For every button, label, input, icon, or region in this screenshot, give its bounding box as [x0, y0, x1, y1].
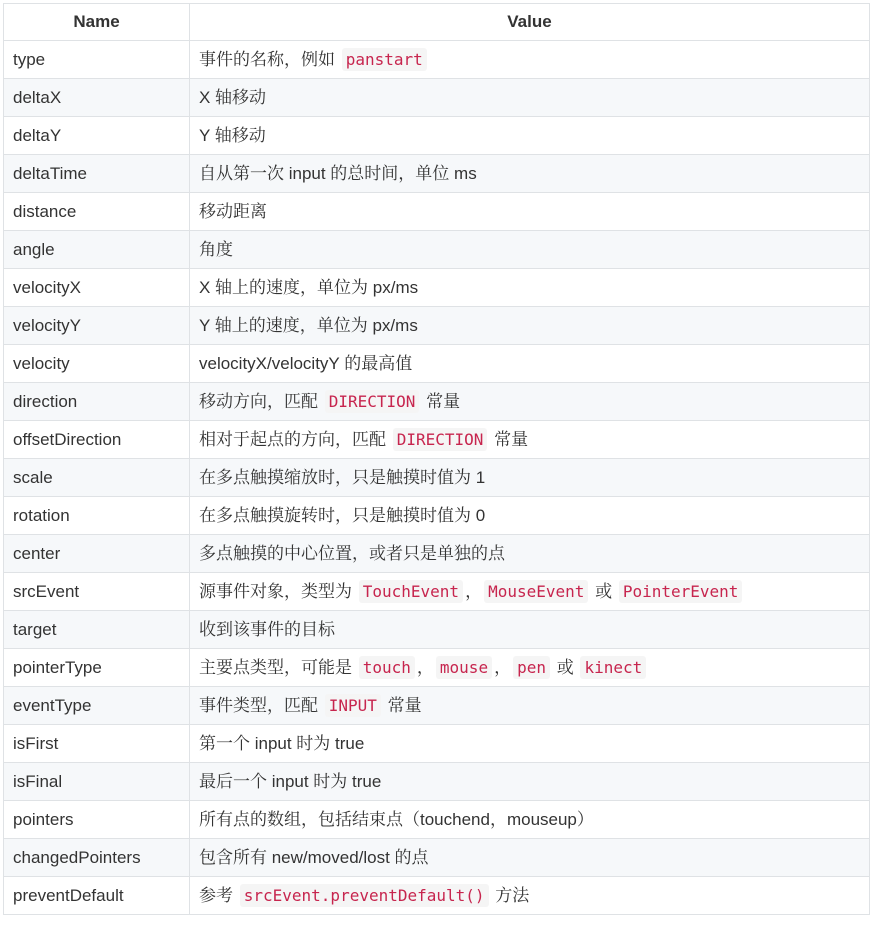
- event-properties-table: [3, 3, 870, 915]
- value-text: 包含所有 new/moved/lost 的点: [199, 847, 429, 867]
- value-text: 或: [590, 581, 617, 601]
- property-name-cell: center: [4, 535, 190, 573]
- value-text: velocityX/velocityY 的最高值: [199, 353, 413, 373]
- table-header-row: [4, 4, 870, 41]
- value-text: 主要点类型，可能是: [199, 657, 357, 677]
- inline-code: pen: [513, 656, 550, 679]
- table-row: [4, 155, 870, 193]
- property-name-cell: velocityX: [4, 269, 190, 307]
- property-value-cell: [190, 383, 870, 421]
- property-name-cell: changedPointers: [4, 839, 190, 877]
- value-text: 所有点的数组，包括结束点（touchend，mouseup）: [199, 809, 594, 829]
- value-text: 自从第一次 input 的总时间，单位 ms: [199, 163, 477, 183]
- property-value-cell: [190, 345, 870, 383]
- property-name-cell: deltaX: [4, 79, 190, 117]
- property-value-cell: [190, 307, 870, 345]
- value-text: ，: [465, 581, 483, 601]
- value-text: 常量: [489, 429, 529, 449]
- table-row: [4, 307, 870, 345]
- table-row: [4, 535, 870, 573]
- table-row: [4, 839, 870, 877]
- table-row: [4, 269, 870, 307]
- table-row: [4, 801, 870, 839]
- table-row: [4, 345, 870, 383]
- property-name-cell: pointers: [4, 801, 190, 839]
- property-name-cell: rotation: [4, 497, 190, 535]
- table-row: [4, 193, 870, 231]
- property-name-cell: direction: [4, 383, 190, 421]
- property-name-cell: preventDefault: [4, 877, 190, 915]
- property-name-cell: target: [4, 611, 190, 649]
- property-value-cell: [190, 877, 870, 915]
- value-text: X 轴移动: [199, 87, 267, 107]
- property-name-cell: velocityY: [4, 307, 190, 345]
- value-text: ，: [416, 657, 434, 677]
- value-text: 或: [551, 657, 579, 677]
- property-name-cell: type: [4, 41, 190, 79]
- property-value-cell: [190, 611, 870, 649]
- value-text: 最后一个 input 时为 true: [199, 771, 382, 791]
- inline-code: DIRECTION: [325, 390, 420, 413]
- property-value-cell: [190, 535, 870, 573]
- event-properties-table-container: [3, 3, 870, 915]
- value-text: 移动方向，匹配: [199, 391, 323, 411]
- property-value-cell: [190, 79, 870, 117]
- inline-code: touch: [359, 656, 415, 679]
- inline-code: MouseEvent: [484, 580, 588, 603]
- value-text: 收到该事件的目标: [199, 619, 335, 639]
- value-text: 在多点触摸旋转时，只是触摸时值为 0: [199, 505, 486, 525]
- value-text: X 轴上的速度，单位为 px/ms: [199, 277, 419, 297]
- table-row: [4, 231, 870, 269]
- table-row: [4, 459, 870, 497]
- inline-code: INPUT: [325, 694, 381, 717]
- column-header-name: Name: [4, 4, 190, 41]
- table-body: [4, 41, 870, 915]
- table-row: [4, 41, 870, 79]
- property-value-cell: [190, 117, 870, 155]
- property-name-cell: isFirst: [4, 725, 190, 763]
- property-value-cell: [190, 839, 870, 877]
- property-value-cell: [190, 801, 870, 839]
- property-value-cell: [190, 269, 870, 307]
- table-row: [4, 611, 870, 649]
- inline-code: panstart: [342, 48, 427, 71]
- property-value-cell: [190, 725, 870, 763]
- table-row: [4, 117, 870, 155]
- column-header-value: Value: [190, 4, 870, 41]
- property-name-cell: distance: [4, 193, 190, 231]
- inline-code: PointerEvent: [619, 580, 743, 603]
- property-value-cell: [190, 231, 870, 269]
- table-row: [4, 649, 870, 687]
- property-name-cell: scale: [4, 459, 190, 497]
- property-value-cell: [190, 687, 870, 725]
- table-row: [4, 573, 870, 611]
- value-text: 多点触摸的中心位置，或者只是单独的点: [199, 543, 505, 563]
- table-row: [4, 497, 870, 535]
- value-text: 事件类型，匹配: [199, 695, 323, 715]
- value-text: 源事件对象，类型为: [199, 581, 357, 601]
- value-text: 事件的名称，例如: [199, 49, 340, 69]
- property-name-cell: angle: [4, 231, 190, 269]
- property-name-cell: pointerType: [4, 649, 190, 687]
- property-name-cell: srcEvent: [4, 573, 190, 611]
- inline-code: mouse: [436, 656, 492, 679]
- property-value-cell: [190, 497, 870, 535]
- property-value-cell: [190, 155, 870, 193]
- value-text: Y 轴移动: [199, 125, 266, 145]
- table-row: [4, 725, 870, 763]
- value-text: Y 轴上的速度，单位为 px/ms: [199, 315, 418, 335]
- property-value-cell: [190, 421, 870, 459]
- inline-code: srcEvent.preventDefault(): [240, 884, 489, 907]
- value-text: 参考: [199, 885, 238, 905]
- property-name-cell: velocity: [4, 345, 190, 383]
- inline-code: DIRECTION: [393, 428, 488, 451]
- value-text: ，: [494, 657, 512, 677]
- value-text: 第一个 input 时为 true: [199, 733, 365, 753]
- value-text: 在多点触摸缩放时，只是触摸时值为 1: [199, 467, 486, 487]
- value-text: 移动距离: [199, 201, 267, 221]
- property-name-cell: deltaTime: [4, 155, 190, 193]
- property-name-cell: offsetDirection: [4, 421, 190, 459]
- inline-code: TouchEvent: [359, 580, 463, 603]
- table-row: [4, 763, 870, 801]
- table-row: [4, 383, 870, 421]
- table-row: [4, 79, 870, 117]
- value-text: 相对于起点的方向，匹配: [199, 429, 391, 449]
- table-row: [4, 877, 870, 915]
- property-name-cell: deltaY: [4, 117, 190, 155]
- value-text: 角度: [199, 239, 233, 259]
- table-row: [4, 421, 870, 459]
- property-value-cell: [190, 193, 870, 231]
- inline-code: kinect: [580, 656, 646, 679]
- property-value-cell: [190, 763, 870, 801]
- property-value-cell: [190, 573, 870, 611]
- property-value-cell: [190, 459, 870, 497]
- property-name-cell: eventType: [4, 687, 190, 725]
- value-text: 方法: [490, 885, 530, 905]
- value-text: 常量: [382, 695, 422, 715]
- property-value-cell: [190, 41, 870, 79]
- value-text: 常量: [421, 391, 461, 411]
- property-name-cell: isFinal: [4, 763, 190, 801]
- property-value-cell: [190, 649, 870, 687]
- table-row: [4, 687, 870, 725]
